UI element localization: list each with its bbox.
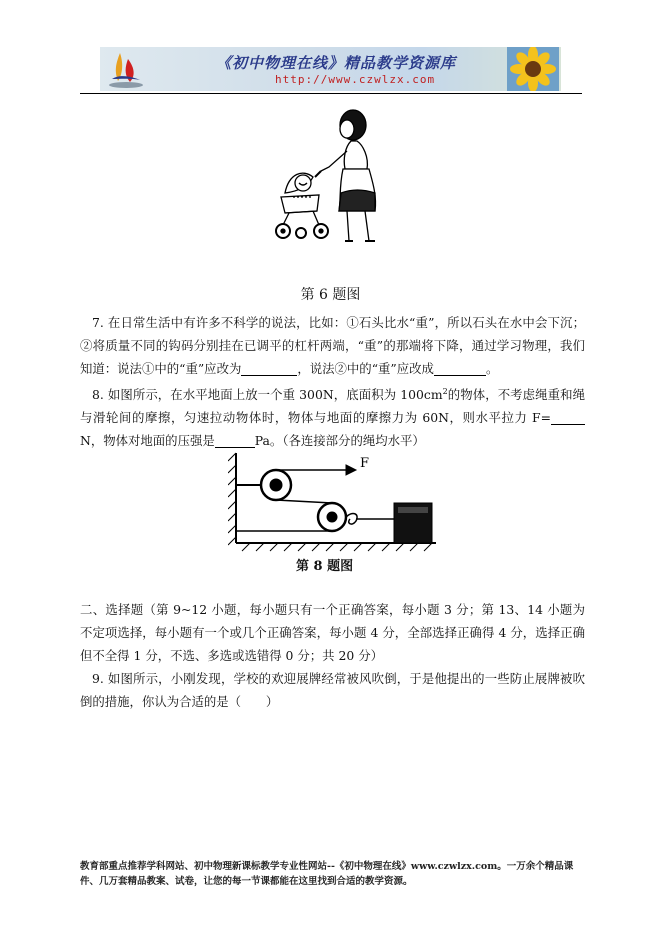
figure-8-pulley-diagram xyxy=(228,451,438,556)
q8-text-3: N，物体对地面的压强是 xyxy=(80,433,215,449)
page-footer: 教育部重点推荐学科网站、初中物理新课标教学专业性网站--《初中物理在线》www.czwlzx.com。一万余个精品课件、几万套精品教案、试卷，让您的每一节课都能在这里找到合适的教学资源。 xyxy=(80,861,574,887)
site-logo-icon xyxy=(106,49,146,89)
figure-8-caption: 第 8 题图 xyxy=(296,559,354,574)
banner-title: 《初中物理在线》精品教学资源库 xyxy=(216,54,457,72)
q8-blank-force[interactable] xyxy=(551,410,585,425)
q7-text: 7. 在日常生活中有许多不科学的说法，比如：①石头比水“重”，所以石头在水中会下沉；②将质量不同的钩码分别挂在已调平的杠杆两端，“重”的那端将下降，通过学习物理，我们知道：说法①中的“重”应改为 xyxy=(80,315,585,376)
question-9: 9. 如图所示，小刚发现，学校的欢迎展牌经常被风吹倒，于是他提出的一些防止展牌被吹倒的措施，你认为合适的是（ ） xyxy=(80,671,585,709)
sunflower-icon xyxy=(507,47,559,91)
header-banner xyxy=(100,47,561,91)
force-label-f: F xyxy=(360,456,370,471)
q8-text-1: 8. 如图所示，在水平地面上放一个重 300N，底面积为 100cm xyxy=(92,387,443,403)
q8-text-2: 的物体，不考虑绳重和绳与滑轮间的摩擦，匀速拉动物体时，物体与地面的摩擦力为 60N，则水平拉力 F= xyxy=(80,387,585,426)
question-8 xyxy=(80,380,585,452)
banner-url: http://www.czwlzx.com xyxy=(275,73,436,86)
q8-blank-pressure[interactable] xyxy=(215,433,255,448)
q8-superscript: 2 xyxy=(442,387,448,396)
figure-6-stroller-illustration xyxy=(255,107,405,257)
section-2-instructions: 二、选择题（第 9~12 小题，每小题只有一个正确答案，每小题 3 分；第 13、14 小题为不定项选择，每小题有一个或几个正确答案，每小题 4 分，全部选择正确得 4 分，选择正确但不全得 1 分，不选、多选或选错得 0 分；共 20 分） xyxy=(80,602,585,663)
q7-mid-text: ，说法②中的“重”应改成 xyxy=(297,361,434,376)
header-rule xyxy=(80,93,582,94)
q8-text-4: Pa。（各连接部分的绳均水平） xyxy=(254,433,425,449)
q7-end-text: 。 xyxy=(485,361,499,376)
question-7 xyxy=(80,311,585,380)
figure-6-caption: 第 6 题图 xyxy=(300,287,361,303)
q7-blank-1[interactable] xyxy=(241,361,297,376)
q7-blank-2[interactable] xyxy=(434,361,486,376)
